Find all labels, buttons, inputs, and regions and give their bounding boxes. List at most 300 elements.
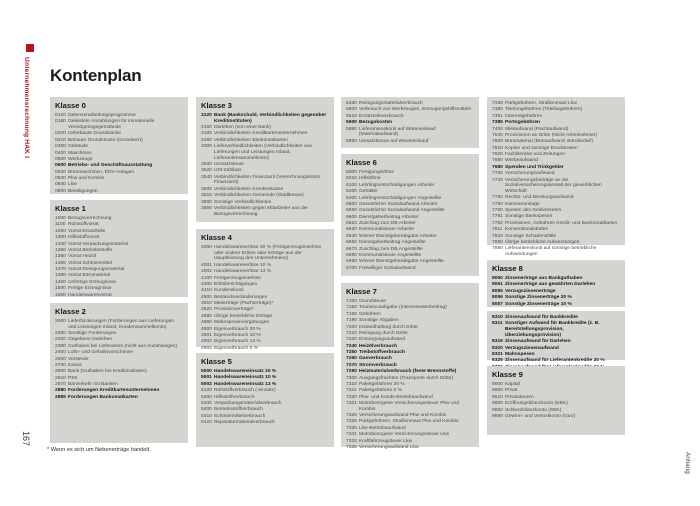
account-title: Reinigungsmaterialverbrauch xyxy=(359,101,423,106)
account-row xyxy=(201,375,329,381)
account-number: 7620 xyxy=(492,152,503,157)
account-row xyxy=(492,315,620,321)
account-number: 8315 xyxy=(492,339,503,345)
account-title: Gebäude xyxy=(68,144,89,150)
account-title: Betriebsstoffverbrauch xyxy=(214,407,263,413)
account-number: 7740 xyxy=(492,177,503,183)
section-header: Klasse 9 xyxy=(492,370,523,379)
account-number: 1370 xyxy=(55,267,66,272)
account-row xyxy=(55,157,183,163)
account-number: 6600 xyxy=(346,214,357,220)
account-number: 4410 xyxy=(201,288,212,294)
account-row xyxy=(55,382,183,388)
account-row xyxy=(201,346,329,352)
account-number: 7311 xyxy=(346,388,357,394)
account-number: 4500 xyxy=(201,294,212,300)
account-row xyxy=(492,302,620,308)
account-row xyxy=(346,331,474,337)
account-title: Versicherungsaufwand Lkw xyxy=(359,444,419,450)
account-row xyxy=(346,382,474,388)
account-number: 0300 xyxy=(55,144,66,150)
account-number: 7321 xyxy=(346,401,357,406)
account-row xyxy=(201,288,329,294)
account-title: Kommunalsteuer Angestellte xyxy=(359,252,422,258)
account-title: Versicherungsaufwand Pkw und Kombis xyxy=(359,413,447,419)
account-title: Schlussbilanzkonto (SBK) xyxy=(505,407,562,413)
account-title: Konventionalstrafen xyxy=(505,227,549,233)
account-number: 1300 xyxy=(55,235,66,241)
account-row xyxy=(492,339,620,345)
account-row xyxy=(55,254,183,260)
account-number: 7300 xyxy=(346,375,357,381)
account-row xyxy=(492,208,620,214)
account-row xyxy=(492,214,620,220)
account-number: 1600 xyxy=(55,292,66,298)
account-number: 7150 xyxy=(346,305,357,311)
account-title: Datenverarbeitungsprogramme xyxy=(68,113,136,118)
account-title: Handelswareneinsatz 20 % xyxy=(214,369,277,374)
account-row xyxy=(346,426,474,432)
account-number: 7240 xyxy=(346,343,357,349)
account-title: Grundsteuer xyxy=(359,299,387,304)
account-number: 7200 xyxy=(346,324,357,330)
account-number: 6660 xyxy=(346,240,357,246)
account-title: Kraftfahrzeugsteuer Lkw xyxy=(359,438,413,444)
account-row xyxy=(55,216,183,222)
account-number: 7380 xyxy=(492,107,503,113)
account-row xyxy=(346,344,474,350)
account-row xyxy=(201,327,329,333)
account-title: Wiener Dienstgeberabgabe Angestellte xyxy=(359,259,444,265)
account-title: Lohn- und Gehaltsvorschüsse xyxy=(68,350,133,356)
account-row xyxy=(346,299,474,305)
account-number: 9890 xyxy=(492,413,503,419)
account-number: 3500 xyxy=(201,161,212,167)
account-number: 7381 xyxy=(492,113,503,119)
account-title: Zinsenerträge aus Bankguthaben xyxy=(505,276,583,281)
account-number: 3150 xyxy=(201,125,212,131)
account-title: PSK xyxy=(68,375,78,381)
account-title: Verzugszinsenaufwand xyxy=(505,345,559,351)
account-number: 6700 xyxy=(346,265,357,271)
account-title: Verbindlichkeiten Gemeinde (Stadtkasse) xyxy=(214,193,304,199)
account-row xyxy=(55,170,183,176)
account-row xyxy=(492,395,620,401)
account-row xyxy=(346,120,474,126)
account-number: 7250 xyxy=(346,350,357,355)
account-number: 7819 xyxy=(492,233,503,239)
account-title: Treibstoffverbrauch xyxy=(359,350,405,355)
account-number: 1250 xyxy=(55,228,66,234)
account-title: Vorrat Ersatzteile xyxy=(68,228,106,234)
account-row xyxy=(201,276,329,282)
account-row xyxy=(346,363,474,369)
account-number: 8320 xyxy=(492,345,503,351)
account-title: Eigenverbrauch 20 % xyxy=(214,326,261,332)
account-title: Handelswarenerlöse 10 % xyxy=(214,262,272,268)
account-row xyxy=(55,280,183,286)
account-row xyxy=(55,113,183,119)
account-title: Rohstoffverbrauch (-einsatz) xyxy=(214,388,276,394)
account-title: Mahnspesen xyxy=(505,351,535,357)
account-row xyxy=(201,193,329,199)
account-row xyxy=(346,101,474,107)
account-number: 7336 xyxy=(492,101,503,106)
account-number: 6100 xyxy=(346,182,357,188)
account-row xyxy=(492,276,620,282)
account-row xyxy=(346,170,474,176)
account-number: 0210 xyxy=(55,137,66,143)
account-row xyxy=(201,282,329,288)
account-title: Umsatzbonus auf Wareneinkauf xyxy=(359,138,429,144)
account-number: 7540 xyxy=(492,132,503,138)
account-title: Handelswarenerlöse 13 % xyxy=(214,269,272,275)
account-number: 6690 xyxy=(346,259,357,265)
account-number: 4903 xyxy=(201,345,212,351)
account-title: Bezugskosten xyxy=(359,120,393,126)
account-number: 3600 xyxy=(201,186,212,192)
account-title: Maschinen xyxy=(68,150,92,156)
account-number: 8055 xyxy=(492,288,503,294)
account-number: 6670 xyxy=(346,246,357,252)
account-number: 6300 xyxy=(346,195,357,201)
account-number: 6680 xyxy=(346,252,357,258)
account-row xyxy=(492,101,620,107)
account-title: Internetgebühren xyxy=(505,113,543,119)
account-title: Sonstige Verbindlichkeiten xyxy=(214,199,272,205)
account-title: Barverkehr mit Banken xyxy=(68,382,118,388)
account-title: Darlehen (von einer Bank) xyxy=(214,125,272,131)
account-title: Bank (Guthaben bei Kreditinstituten) xyxy=(68,369,147,375)
account-title: Gewinn- und Verlustkonto (GuV) xyxy=(505,413,576,419)
account-row xyxy=(55,395,183,401)
account-row xyxy=(492,202,620,208)
account-number: 1400 xyxy=(55,279,66,285)
account-row xyxy=(346,445,474,451)
account-row xyxy=(55,235,183,241)
account-title: Kapital xyxy=(505,382,520,387)
account-title: Telefongebühren (Telefaxgebühren) xyxy=(505,107,583,113)
account-row xyxy=(201,407,329,413)
account-number: 7190 xyxy=(346,318,357,324)
account-row xyxy=(201,175,329,186)
account-number: 3850 xyxy=(201,205,212,211)
account-title: Bebaute Grundstücke (Grundwert) xyxy=(68,137,143,143)
account-row xyxy=(55,388,183,394)
account-number: 5300 xyxy=(201,394,212,400)
account-number: 2880 xyxy=(55,388,66,394)
account-number: 6560 xyxy=(346,208,357,214)
account-number: 7790 xyxy=(492,208,503,213)
account-title: Sonstige Schadensfälle xyxy=(505,233,557,239)
account-row xyxy=(201,382,329,388)
account-title: Handelswarenerlöse 20 % (Fertigerzeugniserlöse oder andere Erlöse oder Erträge aus der Hauptleistung des Unternehmens) xyxy=(214,245,322,262)
footnote: * Wenn es sich um Nebenerträge handelt. xyxy=(47,447,151,453)
account-row xyxy=(346,127,474,138)
account-title: Ausgangsfrachten (Transporte durch Dritte) xyxy=(359,375,454,381)
account-number: 7210 xyxy=(346,330,357,336)
account-row xyxy=(346,325,474,331)
account-title: Gebühren xyxy=(359,311,381,317)
account-row xyxy=(492,358,620,364)
klasse-4-section xyxy=(196,229,334,351)
account-number: 3800 xyxy=(201,199,212,205)
account-title: Paketgebühren 20 % xyxy=(359,381,405,387)
account-title: Dienstgeberbeitrag Angestellte xyxy=(359,240,426,246)
account-title: Vorrat Schmiermittel xyxy=(68,260,113,266)
account-row xyxy=(346,318,474,324)
account-number: 0630 xyxy=(55,176,66,182)
account-row xyxy=(55,248,183,254)
account-number: 3610 xyxy=(201,193,212,199)
account-number: 1360 xyxy=(55,254,66,260)
account-row xyxy=(55,229,183,235)
account-title: Zinsenaufwand für Lieferantenkredite 20 % xyxy=(505,358,605,364)
account-title: Pkw- und Kombi-Betriebsaufwand xyxy=(359,394,433,400)
account-row xyxy=(492,152,620,158)
account-number: 5002 xyxy=(201,381,212,387)
account-title: Forderungen Kreditkartenunternehmen xyxy=(68,388,160,394)
account-title: Hilfsstoffverbrauch xyxy=(214,394,255,400)
account-title: Guthaben bei Lieferanten (nicht aus Anzahlungen) xyxy=(68,343,178,349)
account-number: 7680 xyxy=(492,164,503,170)
account-title: Büromaschinen, EDV-Anlagen xyxy=(68,169,135,175)
account-title: Übrige betriebliche Erträge xyxy=(214,313,273,319)
account-number: 4000 xyxy=(201,245,212,250)
account-title: Sonstige Zinsenerträge 20 % xyxy=(505,295,572,301)
account-row xyxy=(346,176,474,182)
account-number: 3120 xyxy=(201,113,212,118)
account-title: Heizmaterialverbrauch (feste Brennstoffe) xyxy=(359,369,457,375)
account-title: Unfertige Erzeugnisse xyxy=(68,279,117,285)
account-number: 4902 xyxy=(201,339,212,345)
account-title: Lkw xyxy=(68,182,77,188)
account-row xyxy=(346,439,474,445)
account-row xyxy=(346,259,474,265)
account-row xyxy=(346,401,474,412)
page-title: Kontenplan xyxy=(50,66,142,85)
account-number: 4901 xyxy=(201,332,212,338)
account-title: Entsorgungsaufwand xyxy=(359,337,405,343)
account-row xyxy=(201,420,329,426)
account-title: Handelswareneinsatz 10 % xyxy=(214,375,277,381)
account-row xyxy=(55,189,183,195)
account-number: 5500 xyxy=(346,107,357,113)
account-title: Fertige Erzeugnisse xyxy=(68,286,112,292)
account-row xyxy=(55,350,183,356)
account-number: 7791 xyxy=(492,214,503,220)
account-title: Gesetzlicher Sozialaufwand Arbeiter xyxy=(359,201,438,207)
account-row xyxy=(55,273,183,279)
account-title: Heizölverbrauch xyxy=(359,343,398,349)
section-header: Klasse 8 xyxy=(492,264,523,273)
account-row xyxy=(201,125,329,131)
account-row xyxy=(201,339,329,345)
account-title: Lieferforderungen (Forderungen aus Lieferungen und Leistungen Inland, Kundensammelkonto) xyxy=(68,319,175,330)
account-row xyxy=(55,138,183,144)
account-title: Verbindlichkeiten Krankenkasse xyxy=(214,186,284,192)
account-number: 2000 xyxy=(55,319,66,324)
account-number: 7332 xyxy=(346,438,357,444)
account-row xyxy=(55,182,183,188)
account-row xyxy=(346,107,474,113)
account-title: Dienstgeberbeitrag Arbeiter xyxy=(359,214,419,220)
account-row xyxy=(55,151,183,157)
klasse-5-section xyxy=(196,353,334,447)
account-title: Sonstige Abgaben xyxy=(359,318,399,324)
account-title: Paketgebühren 0 % xyxy=(359,388,402,394)
account-number: 5340 xyxy=(201,400,212,406)
account-title: Zinsenaufwand für Bankkredite xyxy=(505,315,578,320)
account-title: Tourismusabgabe (Interessentenbeitrag) xyxy=(359,305,447,311)
section-header: Klasse 0 xyxy=(55,101,86,110)
account-title: Fertigerzeugniserlöse xyxy=(214,275,262,281)
account-title: Motorbezogene Versicherungssteuer Lkw xyxy=(359,432,449,438)
account-row xyxy=(201,269,329,275)
account-title: Zuschlag zum DB Arbeiter xyxy=(359,221,416,226)
account-title: Büromaterial (Büroaufwand, Bürobedarf) xyxy=(505,139,594,145)
klasse-9-section xyxy=(487,366,625,435)
account-title: Stromverbrauch xyxy=(359,362,397,368)
account-number: 7325 xyxy=(346,413,357,419)
account-row xyxy=(346,202,474,208)
account-title: Übrige betriebliche Aufwendungen xyxy=(505,239,580,245)
account-title: Rechts- und Beratungsaufwand xyxy=(505,195,574,201)
account-title: Betriebs- und Geschäftsausstattung xyxy=(68,163,153,169)
account-row xyxy=(492,289,620,295)
account-number: 8056 xyxy=(492,295,503,301)
account-number: 2810 xyxy=(55,375,66,381)
account-title: Fachliteratur und Zeitungen xyxy=(505,152,565,157)
account-number: 1100 xyxy=(55,222,66,228)
account-title: Parkgebühren, Straßenmaut Lkw xyxy=(505,101,577,106)
account-title: Vorsteuer xyxy=(68,356,89,362)
account-title: Sonstige Bankspesen xyxy=(505,214,553,220)
account-number: 7331 xyxy=(346,432,357,438)
account-number: 6000 xyxy=(346,170,357,175)
account-row xyxy=(346,183,474,189)
account-row xyxy=(201,320,329,326)
account-title: Unbebaute Grundstücke xyxy=(68,131,122,137)
account-row xyxy=(201,245,329,262)
account-title: Handelswareneinsatz 13 % xyxy=(214,381,277,387)
account-number: 4880 xyxy=(201,313,212,319)
account-row xyxy=(201,168,329,174)
account-number: 0800 xyxy=(55,188,66,194)
account-title: Eröffnungsbilanzkonto (EBK) xyxy=(505,401,568,407)
account-title: Kammerumlage xyxy=(505,201,540,207)
account-number: 7700 xyxy=(492,171,503,177)
account-title: Spesen des Geldverkehrs xyxy=(505,208,562,213)
account-row xyxy=(492,382,620,388)
account-row xyxy=(492,127,620,133)
account-title: Bestandsveränderungen xyxy=(214,294,268,300)
account-title: Fertigungslöhne xyxy=(359,170,395,175)
account-row xyxy=(346,419,474,425)
account-number: 4100 xyxy=(201,275,212,281)
account-row xyxy=(346,221,474,227)
account-title: Eigenverbrauch 10 % xyxy=(214,332,261,338)
account-number: 1350 xyxy=(55,247,66,253)
klasse-1-section xyxy=(50,200,188,297)
account-title: Verzugszinsenerträge xyxy=(505,288,556,294)
account-number: 7260 xyxy=(346,356,357,362)
account-number: 4890 xyxy=(201,320,212,326)
account-row xyxy=(346,266,474,272)
account-title: Provisionen, Gebühren Kredit- und Bankomatkarten xyxy=(505,220,618,226)
account-number: 2870 xyxy=(55,382,66,388)
account-row xyxy=(492,401,620,407)
account-row xyxy=(346,305,474,311)
account-title: Zinsenaufwand für Darlehen xyxy=(505,339,571,345)
account-number: 6200 xyxy=(346,189,357,195)
account-number: 2320 xyxy=(55,337,66,343)
account-title: Kassa xyxy=(68,362,82,368)
account-number: 3300 xyxy=(201,144,212,150)
account-number: 5000 xyxy=(201,369,212,374)
account-number: 7326 xyxy=(346,419,357,425)
klasse-0-section xyxy=(50,97,188,194)
account-number: 2380 xyxy=(55,343,66,349)
account-row xyxy=(346,395,474,401)
account-row xyxy=(201,131,329,137)
account-row xyxy=(346,432,474,438)
account-row xyxy=(55,331,183,337)
account-title: Verpackungsmaterialverbrauch xyxy=(214,400,282,406)
account-row xyxy=(492,227,620,233)
account-row xyxy=(492,195,620,201)
account-title: Gehälter xyxy=(359,189,378,195)
account-title: Versicherungsbeiträge an die Sozialversicherungsanstalt der gewerblichen Wirtschaft xyxy=(505,177,602,194)
account-row xyxy=(492,346,620,352)
account-number: 7850 xyxy=(492,239,503,245)
account-number: 5420 xyxy=(201,420,212,425)
account-number: 0180 xyxy=(55,119,66,125)
account-row xyxy=(55,131,183,137)
klasse-8-continued-section xyxy=(487,311,625,364)
account-row xyxy=(201,162,329,168)
account-title: Lkw-Betriebsaufwand xyxy=(359,425,406,431)
account-row xyxy=(492,146,620,152)
account-title: Eigenverbrauch 0 % xyxy=(214,345,259,351)
account-title: Umsatzsteuer xyxy=(214,161,245,167)
account-row xyxy=(346,208,474,214)
account-number: 4002 xyxy=(201,269,212,275)
account-number: 9610 xyxy=(492,394,503,400)
account-row xyxy=(492,133,620,139)
account-title: Vorrat Büromaterial xyxy=(68,273,111,279)
account-row xyxy=(201,138,329,144)
account-title: Verbindlichkeiten gegen Mitarbeiter aus der Bezugsverrechnung xyxy=(214,205,309,217)
account-number: 8050 xyxy=(492,276,503,281)
account-row xyxy=(492,234,620,240)
account-row xyxy=(346,196,474,202)
account-title: Beteiligungen xyxy=(68,188,98,194)
account-row xyxy=(55,344,183,350)
account-row xyxy=(201,301,329,307)
account-number: 8057 xyxy=(492,301,503,307)
account-row xyxy=(201,333,329,339)
account-title: Ersatzteileverbrauch xyxy=(359,113,404,119)
account-number: 7100 xyxy=(346,299,357,304)
account-row xyxy=(201,295,329,301)
section-header: Klasse 3 xyxy=(201,101,232,110)
account-number: 8310 xyxy=(492,315,503,320)
account-number: 5880 xyxy=(346,126,357,132)
account-title: Lieferverbindlichkeiten (Verbindlichkeiten aus Lieferungen und Leistungen Inland, Lieferantensammelkonto) xyxy=(214,144,312,161)
account-row xyxy=(492,139,620,145)
account-title: Motorbezogene Versicherungssteuer Pkw und Kombis xyxy=(359,401,460,412)
